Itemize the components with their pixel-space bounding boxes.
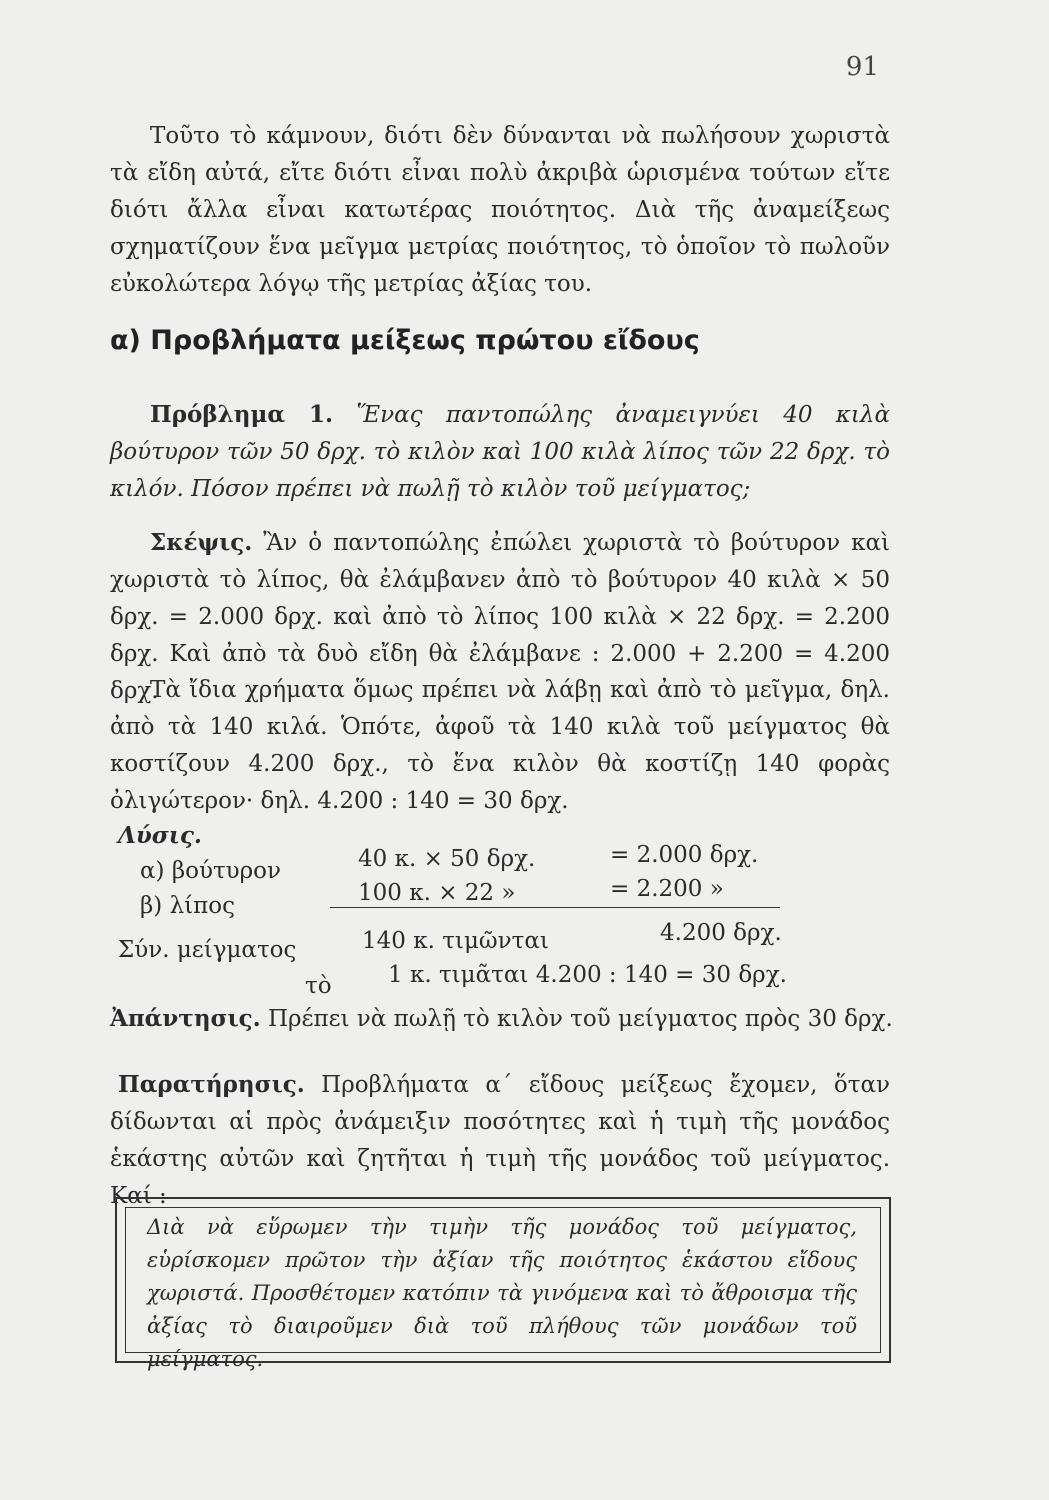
solution-label: Λύσις.	[118, 822, 202, 849]
solution-row-1-item: α) βούτυρον	[140, 858, 281, 884]
solution-unit-calc: 1 κ. τιμᾶται 4.200 : 140 = 30 δρχ.	[388, 962, 787, 988]
sum-rule	[330, 907, 780, 908]
remark-paragraph	[110, 1066, 890, 1215]
solution-row-1-result: = 2.000 δρχ.	[610, 842, 759, 868]
remark-text: Προβλήματα α΄ εἴδους μείξεως ἔχομεν, ὅταν δίδωνται αἱ πρὸς ἀνάμειξιν ποσότητες καὶ ἡ τιμὴ τῆς μονάδος ἑκάστης αὐτῶν καὶ ζητῆται ἡ τιμὴ τῆς μονάδος τοῦ μείγματος. Καί :	[110, 1072, 890, 1209]
problem-paragraph	[110, 396, 890, 508]
rule-box	[115, 1197, 891, 1371]
section-heading: α) Προβλήματα μείξεως πρώτου εἴδους	[110, 325, 700, 356]
solution-total-label: Σύν. μείγματος	[118, 937, 297, 963]
solution-unit-label: τὸ	[305, 973, 332, 999]
thinking-continuation: Τὰ ἴδια χρήματα ὅμως πρέπει νὰ λάβῃ καὶ ἀπὸ τὸ μεῖγμα, δηλ. ἀπὸ τὰ 140 κιλά. Ὁπότε, ἀφοῦ τὰ 140 κιλὰ τοῦ μείγματος θὰ κοστίζουν 4.200 δρχ., τὸ ἕνα κιλὸν θὰ κοστίζῃ 140 φορὰς ὀλιγώτερον· δηλ. 4.200 : 140 = 30 δρχ.	[110, 677, 890, 814]
problem-label: Πρόβλημα 1.	[150, 401, 334, 428]
solution-total-value: 4.200 δρχ.	[660, 920, 782, 946]
thinking-text: Ἂν ὁ παντοπώλης ἐπώλει χωριστὰ τὸ βούτυρον καὶ χωριστὰ τὸ λίπος, θὰ ἐλάμβανεν ἀπὸ τὸ βούτυρον 40 κιλὰ × 50 δρχ. = 2.000 δρχ. καὶ ἀπὸ τὸ λίπος 100 κιλὰ × 22 δρχ. = 2.200 δρχ. Καὶ ἀπὸ τὰ δυὸ εἴδη θὰ ἐλάμβανε : 2.000 + 2.200 = 4.200 δρχ.	[110, 530, 890, 704]
solution-total-calc: 140 κ. τιμῶνται	[362, 928, 549, 954]
solution-row-2-result: = 2.200 »	[610, 876, 724, 902]
answer-text: Πρέπει νὰ πωλῇ τὸ κιλὸν τοῦ μείγματος πρὸς 30 δρχ.	[260, 1006, 893, 1032]
answer-line	[110, 1005, 893, 1032]
remark-label: Παρατήρησις.	[118, 1071, 305, 1098]
solution-row-1-calc: 40 κ. × 50 δρχ.	[358, 846, 536, 872]
page-number: 91	[845, 52, 879, 82]
problem-text: Ἕνας παντοπώλης ἀναμειγνύει 40 κιλὰ βούτυρον τῶν 50 δρχ. τὸ κιλὸν καὶ 100 κιλὰ λίπος τῶν 22 δρχ. τὸ κιλόν. Πόσον πρέπει νὰ πωλῇ τὸ κιλὸν τοῦ μείγματος;	[110, 402, 890, 502]
rule-box-text: Διὰ νὰ εὕρωμεν τὴν τιμὴν τῆς μονάδος τοῦ μείγματος, εὑρίσκομεν πρῶτον τὴν ἀξίαν τῆς ποιότητος ἑκάστου εἴδους χωριστά. Προσθέτομεν κατόπιν τὰ γινόμενα καὶ τὸ ἄθροισμα τῆς ἀξίας τὸ διαιροῦμεν διὰ τοῦ πλήθους τῶν μονάδων τοῦ μείγματος.	[147, 1215, 857, 1371]
solution-row-2-calc: 100 κ. × 22 »	[358, 880, 516, 906]
intro-paragraph: Τοῦτο τὸ κάμνουν, διότι δὲν δύνανται νὰ πωλήσουν χωριστὰ τὰ εἴδη αὐτά, εἴτε διότι εἶναι πολὺ ἀκριβὰ ὡρισμένα τούτων εἴτε διότι ἄλλα εἶναι κατωτέρας ποιότητος. Διὰ τῆς ἀναμείξεως σχηματίζουν ἕνα μεῖγμα μετρίας ποιότητος, τὸ ὁποῖον τὸ πωλοῦν εὐκολώτερα λόγῳ τῆς μετρίας ἀξίας του.	[110, 123, 890, 297]
solution-row-2-item: β) λίπος	[140, 893, 236, 919]
answer-label: Ἀπάντησις.	[110, 1005, 261, 1032]
thinking-label: Σκέψις.	[150, 529, 253, 556]
